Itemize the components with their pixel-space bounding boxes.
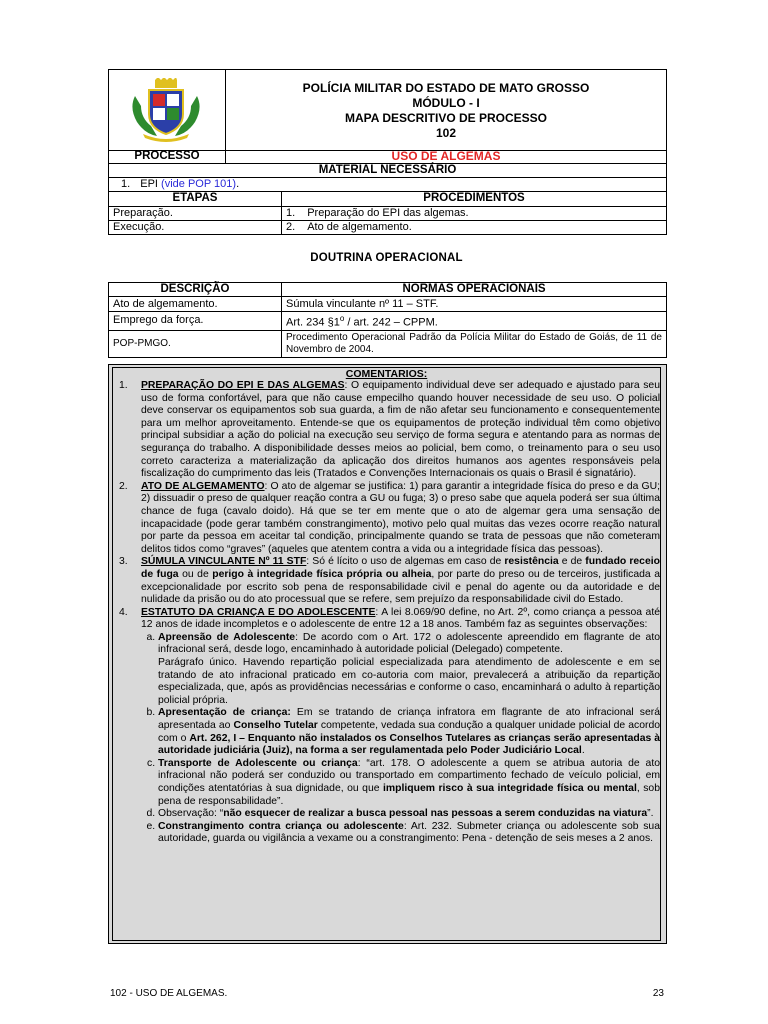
sub-heading: Constrangimento contra criança ou adolescente <box>158 820 404 832</box>
item-text: : O ato de algemar se justifica: 1) para garantir a integridade física do preso e da GU; 2) dissuadir o preso de qualquer reação contra a GU ou fuga; 3) o preso sabe que aquela poderá ser sua última chance de fuga (cavalo doido). Há que se ter em mente que o ato de algemar gera uma sensação de incapacidade (pode gerar também constrangimento), motivo pelo qual muitas das vezes ocorre reação natural por parte da pessoa em aceitar tal condição, principalmente quando se trata de pessoas que não cometeram delitos tidos como “graves” (aqueles que atentem contra a vida ou a integridade física das pessoas). <box>141 480 660 555</box>
descricao-header: DESCRIÇÃO <box>109 283 282 297</box>
material-item-link[interactable]: (vide POP 101) <box>161 178 237 190</box>
norma-cell: Súmula vinculante nº 11 – STF. <box>282 297 667 312</box>
item-number: 3. <box>119 556 128 568</box>
table-row <box>109 312 667 331</box>
footer-left: 102 - USO DE ALGEMAS. <box>110 988 228 999</box>
procedimento-cell <box>282 220 667 234</box>
sub-item-a <box>158 632 660 708</box>
sub-text: : “art. 178. O adolescente a quem se atribua autoria de ato infracional não poderá ser conduzido ou transportado em compartimento fechado de veículo policial, em condições atentatórias à sua dignidade, ou que <box>158 757 661 794</box>
list-item <box>113 481 660 557</box>
header-line3: MAPA DESCRITIVO DE PROCESSO <box>344 111 548 125</box>
item-text: : Só é lícito o uso de algemas em caso de <box>306 556 505 568</box>
item-number: 2. <box>119 480 128 492</box>
sub-item-e <box>158 821 660 846</box>
comentarios-title: COMENTARIOS: <box>345 368 428 380</box>
sub-item-b <box>158 707 660 757</box>
normas-header: NORMAS OPERACIONAIS <box>282 283 667 297</box>
item-text: , por parte do preso ou de terceiros, justificada a excepcionalidade por escrito sob pena de responsabilidade civil e penal do agente ou da autoridade e de nulidade da prisão ou do ato processual que se refere, sem prejuízo da responsabilidade civil do Estado. <box>141 568 660 606</box>
norma-text: Art. 234 §1 <box>286 316 340 329</box>
descricao-cell: POP-PMGO. <box>109 330 282 357</box>
item-bold: fundado receio de fuga <box>141 556 660 580</box>
item-heading: ATO DE ALGEMAMENTO <box>141 480 265 492</box>
item-heading: PREPARAÇÃO DO EPI E DAS ALGEMAS <box>141 380 345 391</box>
sub-text: competente, vedada sua condução a qualquer unidade policial de acordo com o <box>158 720 660 744</box>
procedimento-number: 2. <box>286 220 296 233</box>
comentarios-box <box>108 364 667 944</box>
sub-item-c <box>158 758 660 808</box>
item-heading: ESTATUTO DA CRIANÇA E DO ADOLESCENTE <box>141 606 376 618</box>
sub-text: : De acordo com o Art. 172 o adolescente apreendido em flagrante de ato infracional será, desde logo, encaminhado à autoridade policial (Delegado) competente. <box>158 631 660 656</box>
material-item <box>108 177 667 192</box>
etapa-cell: Preparação. <box>109 206 282 220</box>
sub-list <box>141 632 660 846</box>
sub-text: Em se tratando de criança infratora em flagrante de ato infracional será apresentada ao <box>158 707 660 732</box>
coat-of-arms-icon <box>127 78 205 142</box>
page-number: 23 <box>652 988 664 999</box>
procedimentos-header: PROCEDIMENTOS <box>282 191 667 206</box>
sub-bold: Art. 262, I – Enquanto não instalados os Conselhos Tutelares as crianças serão apresentadas à autoridade judiciária (Juiz), na forma a ser regulamentada pelo Poder Judiciário Local <box>158 732 660 757</box>
header-title-block <box>226 81 666 141</box>
sub-text: , sob pena de responsabilidade”. <box>158 783 660 807</box>
etapas-header: ETAPAS <box>109 191 282 206</box>
descricao-cell: Emprego da força. <box>109 312 282 331</box>
sub-item-d <box>158 808 660 821</box>
table-row <box>109 206 667 220</box>
norma-cell <box>282 312 667 331</box>
emblem-cell <box>109 70 226 150</box>
descricao-cell: Ato de algemamento. <box>109 297 282 312</box>
process-label: PROCESSO <box>109 149 226 163</box>
item-text: : O equipamento individual deve ser adequado e ajustado para seu uso de forma confortável, para que não cause empecilho quando houver necessidade de seu uso. O policial deve conservar os equipamentos sob sua guarda, a fim de não afetar seu funcionamento e consequentemente para um melhor aproveitamento. Entende-se que os equipamentos de proteção individual têm como objetivo principal subsidiar a ação do policial na execução seu serviço de forma segura e atentando para as normas de segurança do trabalho. A disponibilidade desses meios ao policial, bem como, o treinamento para o seu uso correto caracteriza a materialização da aplicação dos direitos humanos aos agentes responsáveis pela fiscalização do cumprimento das leis (Tratados e Convenções Internacionais os quais o Brasil é signatário). <box>141 380 660 480</box>
item-text: ou de <box>178 568 213 580</box>
table-row <box>109 220 667 234</box>
item-text: e de <box>558 556 586 568</box>
sub-bold: impliquem risco à sua integridade física ou mental <box>383 783 637 794</box>
procedimento-text: Preparação do EPI das algemas. <box>307 206 469 219</box>
procedimento-text: Ato de algemamento. <box>307 220 412 233</box>
sub-heading: Apreensão de Adolescente <box>158 631 296 643</box>
doutrina-table <box>108 282 667 358</box>
sub-bold: não esquecer de realizar a busca pessoal nas pessoas a serem conduzidas na viatura <box>223 808 648 820</box>
item-number: 1. <box>119 380 128 391</box>
sub-text: : Art. 232. Submeter criança ou adolescente sob sua autoridade, guarda ou vigilância a vexame ou a constrangimento: Pena - detenção de seis meses a 2 anos. <box>158 820 660 845</box>
header-line1: POLÍCIA MILITAR DO ESTADO DE MATO GROSSO <box>302 81 590 95</box>
list-item <box>113 556 660 606</box>
table-row <box>109 297 667 312</box>
doutrina-title: DOUTRINA OPERACIONAL <box>310 252 463 264</box>
item-text: : A lei 8.069/90 define, no Art. 2º, como criança a pessoa até 12 anos de idade incompletos e o adolescente de entre 12 a 18 anos. Também faz as seguintes observações: <box>141 606 661 631</box>
sub-heading: Transporte de Adolescente ou criança <box>158 757 358 769</box>
list-item <box>113 380 660 481</box>
sub-text: ”. <box>647 808 654 820</box>
item-bold: resistência <box>504 556 559 568</box>
sub-text: . <box>581 745 585 757</box>
comentarios-list <box>113 380 660 846</box>
material-item-text: EPI <box>140 178 158 190</box>
material-title: MATERIAL NECESSÁRIO <box>108 163 667 178</box>
norma-superscript: o <box>339 314 345 323</box>
sub-paragraph: Parágrafo único. Havendo repartição policial especializada para atendimento de adolescente e em se tratando de ato infracional praticado em co-autoria com maior, prevalecerá a atribuição da repartição especializada, que, após as providências necessárias e conforme o caso, encaminhará o adulto à repartição policial própria. <box>158 657 660 706</box>
etapa-cell: Execução. <box>109 220 282 234</box>
header-line2: MÓDULO - I <box>412 96 480 110</box>
comentarios-content <box>112 367 661 941</box>
norma-text-end: / art. 242 – CPPM. <box>344 316 438 329</box>
procedimento-number: 1. <box>286 206 296 219</box>
table-row <box>109 330 667 357</box>
header-line4: 102 <box>435 126 457 140</box>
norma-cell: Procedimento Operacional Padrão da Polícia Militar do Estado de Goiás, de 11 de Novembro de 2004. <box>282 330 667 357</box>
item-bold: perigo à integridade física própria ou alheia <box>212 568 432 580</box>
item-heading: SÚMULA VINCULANTE Nº 11 STF <box>141 556 307 568</box>
sub-bold: Conselho Tutelar <box>233 720 318 732</box>
list-item <box>113 607 660 846</box>
sub-text: Observação: “ <box>158 808 224 820</box>
procedimento-cell <box>282 206 667 220</box>
header-box <box>108 69 667 151</box>
sub-heading: Apresentação de criança: <box>158 707 291 719</box>
item-number: 4. <box>119 606 128 618</box>
process-row <box>108 149 667 164</box>
process-value: USO DE ALGEMAS <box>391 149 501 163</box>
material-item-number: 1. <box>121 178 131 190</box>
etapas-table <box>108 191 667 235</box>
material-item-end: . <box>236 178 240 190</box>
